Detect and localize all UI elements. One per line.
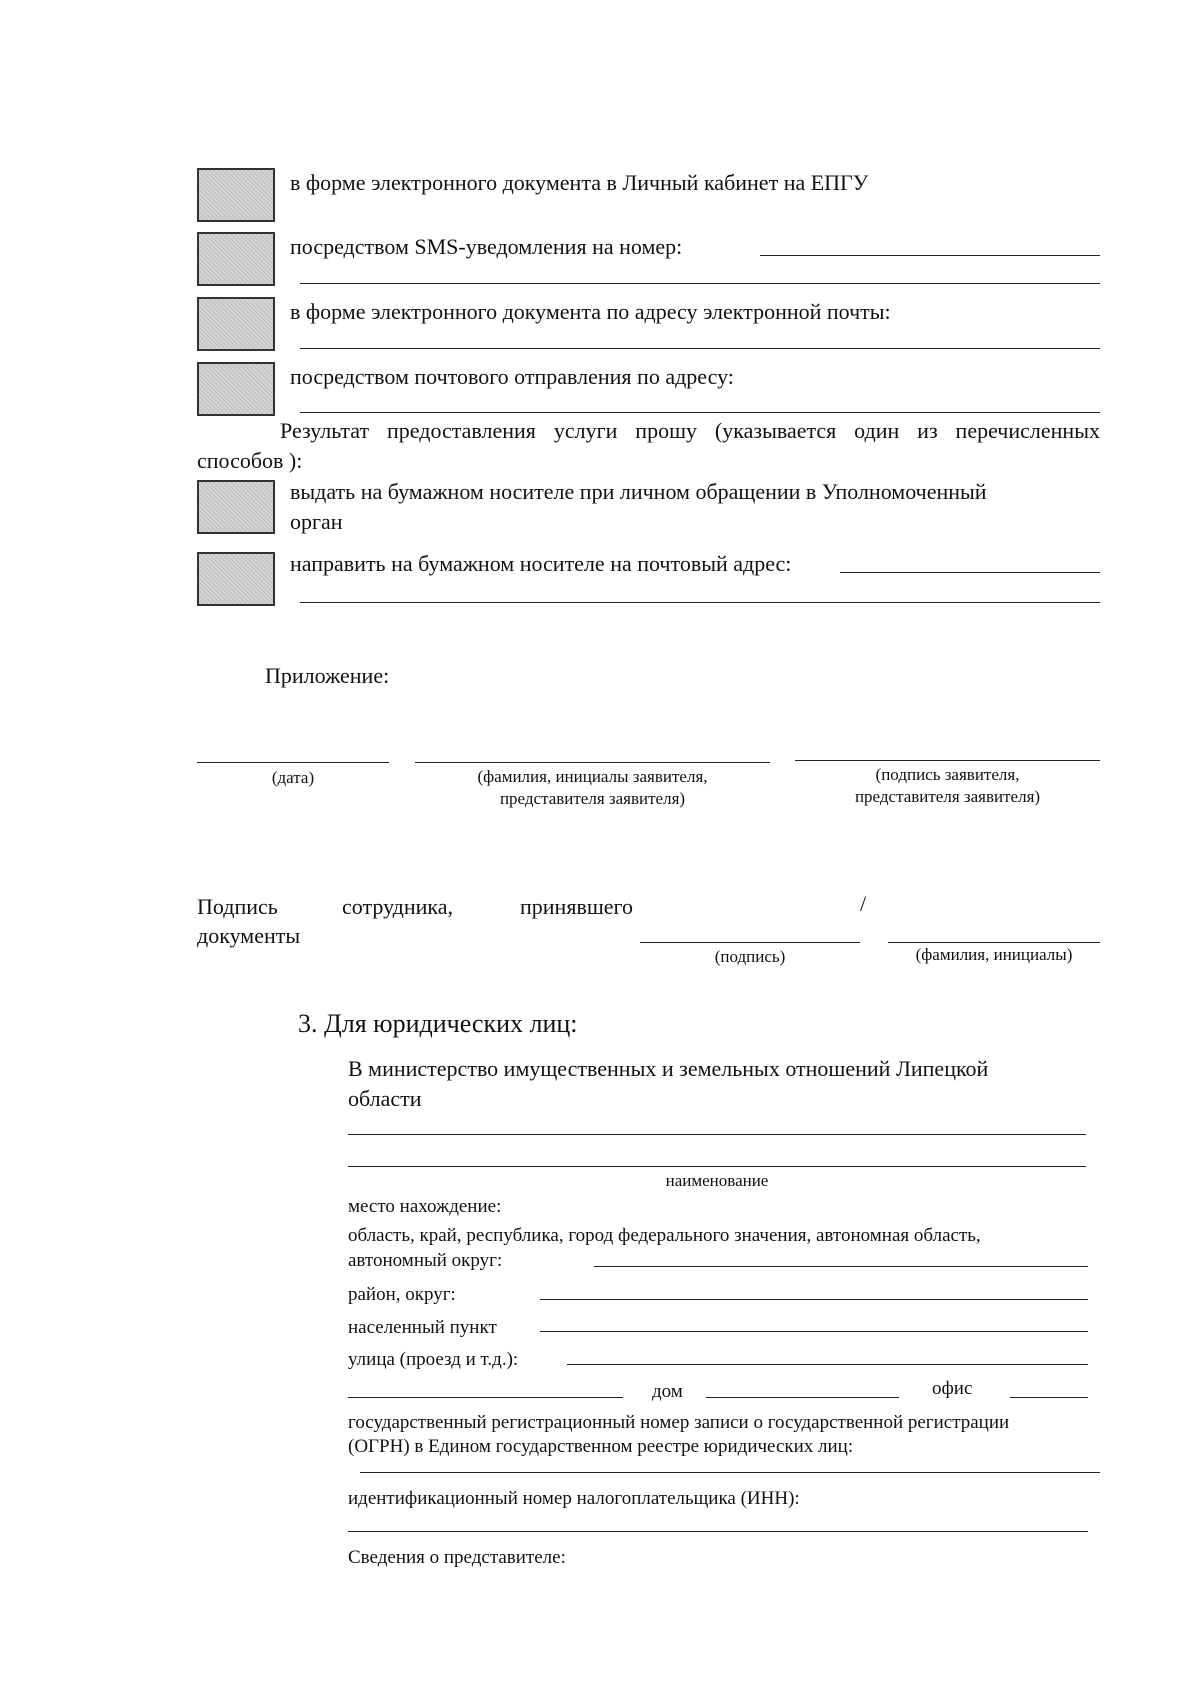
post-address-field[interactable]: [300, 412, 1100, 413]
checkbox-email[interactable]: [197, 297, 275, 351]
representative-label: Сведения о представителе:: [348, 1547, 566, 1568]
recipient-line2: области: [348, 1086, 422, 1111]
locality-label: населенный пункт: [348, 1317, 497, 1338]
caption-employee-name: (фамилия, инициалы): [915, 945, 1073, 964]
applicant-signature-field[interactable]: [795, 760, 1100, 761]
caption-date: (дата): [271, 768, 315, 787]
region-label-line1: область, край, республика, город федерального значения, автономная область,: [348, 1225, 981, 1246]
org-name-field-1[interactable]: [348, 1134, 1086, 1135]
checkbox-sms[interactable]: [197, 232, 275, 286]
sms-phone-field[interactable]: [760, 255, 1100, 256]
house-label: дом: [652, 1381, 683, 1402]
employee-signature-field[interactable]: [640, 942, 860, 943]
ogrn-field[interactable]: [360, 1472, 1100, 1473]
result-option-in-person-line1: выдать на бумажном носителе при личном обращении в Уполномоченный: [290, 479, 987, 504]
ogrn-label-line1: государственный регистрационный номер записи о государственной регистрации: [348, 1412, 1010, 1433]
checkbox-epgu-cabinet[interactable]: [197, 168, 275, 222]
inn-field[interactable]: [348, 1531, 1088, 1532]
result-intro-line2: способов ):: [197, 448, 303, 473]
house-field[interactable]: [706, 1397, 899, 1398]
caption-sign-line2: представителя заявителя): [854, 787, 1041, 806]
employee-sign-word2: сотрудника,: [342, 894, 454, 919]
region-field[interactable]: [594, 1266, 1088, 1267]
employee-name-field[interactable]: [888, 942, 1100, 943]
caption-org-name: наименование: [665, 1171, 769, 1190]
employee-sign-word3: принявшего: [520, 894, 634, 919]
section3-heading: 3. Для юридических лиц:: [298, 1009, 578, 1038]
paper-post-address-field-continued[interactable]: [300, 602, 1100, 603]
employee-sign-word1: Подпись: [197, 894, 278, 919]
applicant-name-field[interactable]: [415, 762, 770, 763]
checkbox-post[interactable]: [197, 362, 275, 416]
caption-name-line1: (фамилия, инициалы заявителя,: [477, 767, 708, 786]
caption-sign-line1: (подпись заявителя,: [875, 765, 1020, 784]
recipient-line1: В министерство имущественных и земельных отношений Липецкой: [348, 1056, 989, 1081]
employee-sign-word4: документы: [197, 923, 301, 948]
option-label-email: в форме электронного документа по адресу электронной почты:: [290, 299, 891, 324]
region-label-line2: автономный округ:: [348, 1250, 503, 1271]
district-label: район, округ:: [348, 1284, 456, 1305]
sms-phone-field-continued[interactable]: [300, 283, 1100, 284]
paper-post-address-field[interactable]: [840, 572, 1100, 573]
office-field[interactable]: [1010, 1397, 1088, 1398]
option-label-post: посредством почтового отправления по адресу:: [290, 364, 734, 389]
employee-sign-slash: /: [860, 891, 867, 916]
checkbox-paper-in-person[interactable]: [197, 480, 275, 534]
street-field[interactable]: [567, 1364, 1088, 1365]
option-label-epgu: в форме электронного документа в Личный кабинет на ЕПГУ: [290, 170, 869, 195]
caption-name-line2: представителя заявителя): [499, 789, 686, 808]
option-label-sms: посредством SMS-уведомления на номер:: [290, 234, 683, 259]
email-address-field[interactable]: [300, 348, 1100, 349]
inn-label: идентификационный номер налогоплательщика (ИНН):: [348, 1488, 800, 1509]
ogrn-label-line2: (ОГРН) в Едином государственном реестре юридических лиц:: [348, 1436, 854, 1457]
org-name-field-2[interactable]: [348, 1166, 1086, 1167]
result-intro-line1: Результат предоставления услуги прошу (указывается один из перечисленных: [280, 418, 1100, 443]
date-field[interactable]: [197, 762, 389, 763]
result-option-by-post: направить на бумажном носителе на почтовый адрес:: [290, 551, 792, 576]
street-field-continued[interactable]: [348, 1397, 623, 1398]
street-label: улица (проезд и т.д.):: [348, 1349, 519, 1370]
result-option-in-person-line2: орган: [290, 509, 343, 534]
attachment-label: Приложение:: [265, 663, 390, 688]
caption-employee-sign: (подпись): [714, 947, 786, 966]
office-label: офис: [932, 1378, 973, 1399]
district-field[interactable]: [540, 1299, 1088, 1300]
location-label: место нахождение:: [348, 1196, 502, 1217]
locality-field[interactable]: [540, 1331, 1088, 1332]
checkbox-paper-by-post[interactable]: [197, 552, 275, 606]
